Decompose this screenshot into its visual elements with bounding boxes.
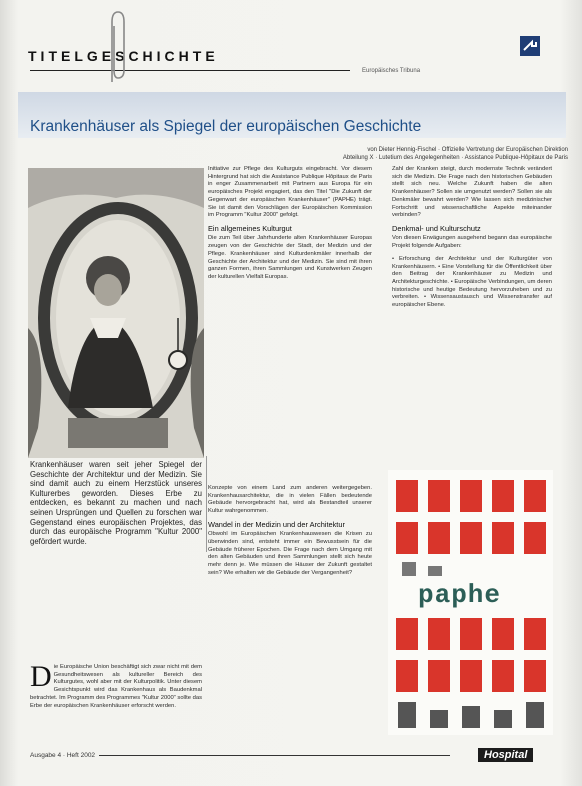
column-middle-lower [208,485,372,583]
paragraph: Obwohl im Europäischen Krankenhauswesen die Krisen zu überwinden sind, entsteht immer ein Bewusstsein für die Gebäude früherer Epochen. Die Frage nach dem Umgang mit den alten Gebäuden und ihren Sammlungen stellt sich heute mehr denn je. Wie müssen die Häuser der Zukunft gestaltet sein? Wie erhalten wir die Gebäude der Vergangenheit? [208,531,372,576]
paragraph: Zahl der Kranken steigt, durch modernste Technik verändert sich die Medizin. Die Frage nach den historischen Gebäuden stellt sich neu. Welche Zukunft haben die alten Krankenhäuser? Sollen sie umgenutzt werden? Sollen sie als Denkmäler bewahrt werden? Wie lassen sich medizinischer Fortschritt und wissenschaftliche Aspekte miteinander verbinden? [392,166,552,219]
dropcap-paragraph [30,660,202,710]
subheading: Ein allgemeines Kulturgut [208,223,292,233]
subheading: Denkmal- und Kulturschutz [392,223,481,233]
dropcap-letter: D [30,660,52,693]
paragraph: Die zum Teil über Jahrhunderte alten Krankenhäuser Europas zeugen von der Geschichte der Stadt, der Medizin und der Pflege. Krankenhäuser sind Kulturdenkmäler innerhalb der Geschichte der Architektur und der Medizin. Sie sind mit ihren ganzen Formen, ihren Sammlungen und Kunstwerken Zeugen der kulturellen Vielfalt Europas. [208,235,372,280]
subheading: Wandel in der Medizin und der Architektur [208,519,345,529]
paperclip-icon [104,8,130,86]
paragraph: Von diesen Erwägungen ausgehend begann das europäische Projekt folgende Aufgaben: [392,235,552,250]
paragraph: Initiative zur Pflege des Kulturguts eingebracht. Vor diesem Hintergrund hat sich die Assistance Publique Hôpitaux de Paris in enger Zusammenarbeit mit Partnern aus Europa für ein europäisches Projekt engagiert, das den Titel "Die Zukunft der Gegenwart der europäischen Krankenhäuser" (PAPHE) trägt. Sie ist damit den Vorschlägen der Europäischen Kommission im Programm "Kultur 2000" gefolgt. [208,166,372,219]
byline [250,146,568,162]
article-title: Krankenhäuser als Spiegel der europäischen Geschichte [30,118,422,135]
cover-label: paphe [418,580,502,610]
intro-text: Krankenhäuser waren seit jeher Spiegel der Geschichte der Architektur und der Medizin. Sie sind damit auch zu einem Herzstück unseres Kulturerbes geworden. Dieses Erbe zu entdecken, es bekannt zu machen und nach seinen Ursprüngen und Quellen zu forschen war Gegenstand eines europäischen Projektes, das durch das europäische Programm "Kultur 2000" gefördert wurde. [30,460,202,546]
section-subtitle: Europäisches Tribuna [362,68,421,74]
byline-line-2: Abteilung X · Lutetium des Angelegenheiten · Assistance Publique-Hôpitaux de Paris [342,155,568,161]
portrait-engraving [28,168,204,458]
header-rule [30,70,350,71]
column-middle-upper [208,166,372,287]
column-right-upper [392,166,552,315]
dropcap-body: ie Europäische Union beschäftigt sich zwar nicht mit dem Gesundheitswesen als kultureller Bereich des Kulturgutes, wohl aber mit der Kulturpolitik. Unter diesem Gesichtspunkt wird das Krankenhaus als Baudenkmal betrachtet. Im Programm des Programmes "Kultur 2000" sollte das Erbe der europäischen Krankenhäuser erforscht werden. [30,664,202,709]
footer-text: Ausgabe 4 · Heft 2002 [30,752,99,759]
arrow-corner-icon [520,36,540,56]
byline-line-1: von Dieter Hennig-Fischel · Offizielle Vertretung der Europäischen Direktion [367,147,568,153]
bullet-list: • Erforschung der Architektur und der Kulturgüter von Krankenhäusern. • Eine Vorstellung für die Öffentlichkeit über den Beitrag der Krankenhäuser zu Medizin und Architekturgeschichte. • Europäische Verbindungen, um deren historische und heutige Bedeutung hervorzuheben und zu verbreiten. • Wissensaustausch und Wissenstransfer auf europäischer Ebene. [392,255,552,309]
paragraph: Konzepte von einem Land zum anderen weitergegeben. Krankenhausarchitektur, die in vielen Fällen bedeutende Gebäude hervorgebracht hat, wird als Bestandteil unserer Kultur wahrgenommen. [208,485,372,515]
hospital-logo: Hospital [478,748,533,762]
section-title: TITELGESCHICHTE [28,48,219,64]
